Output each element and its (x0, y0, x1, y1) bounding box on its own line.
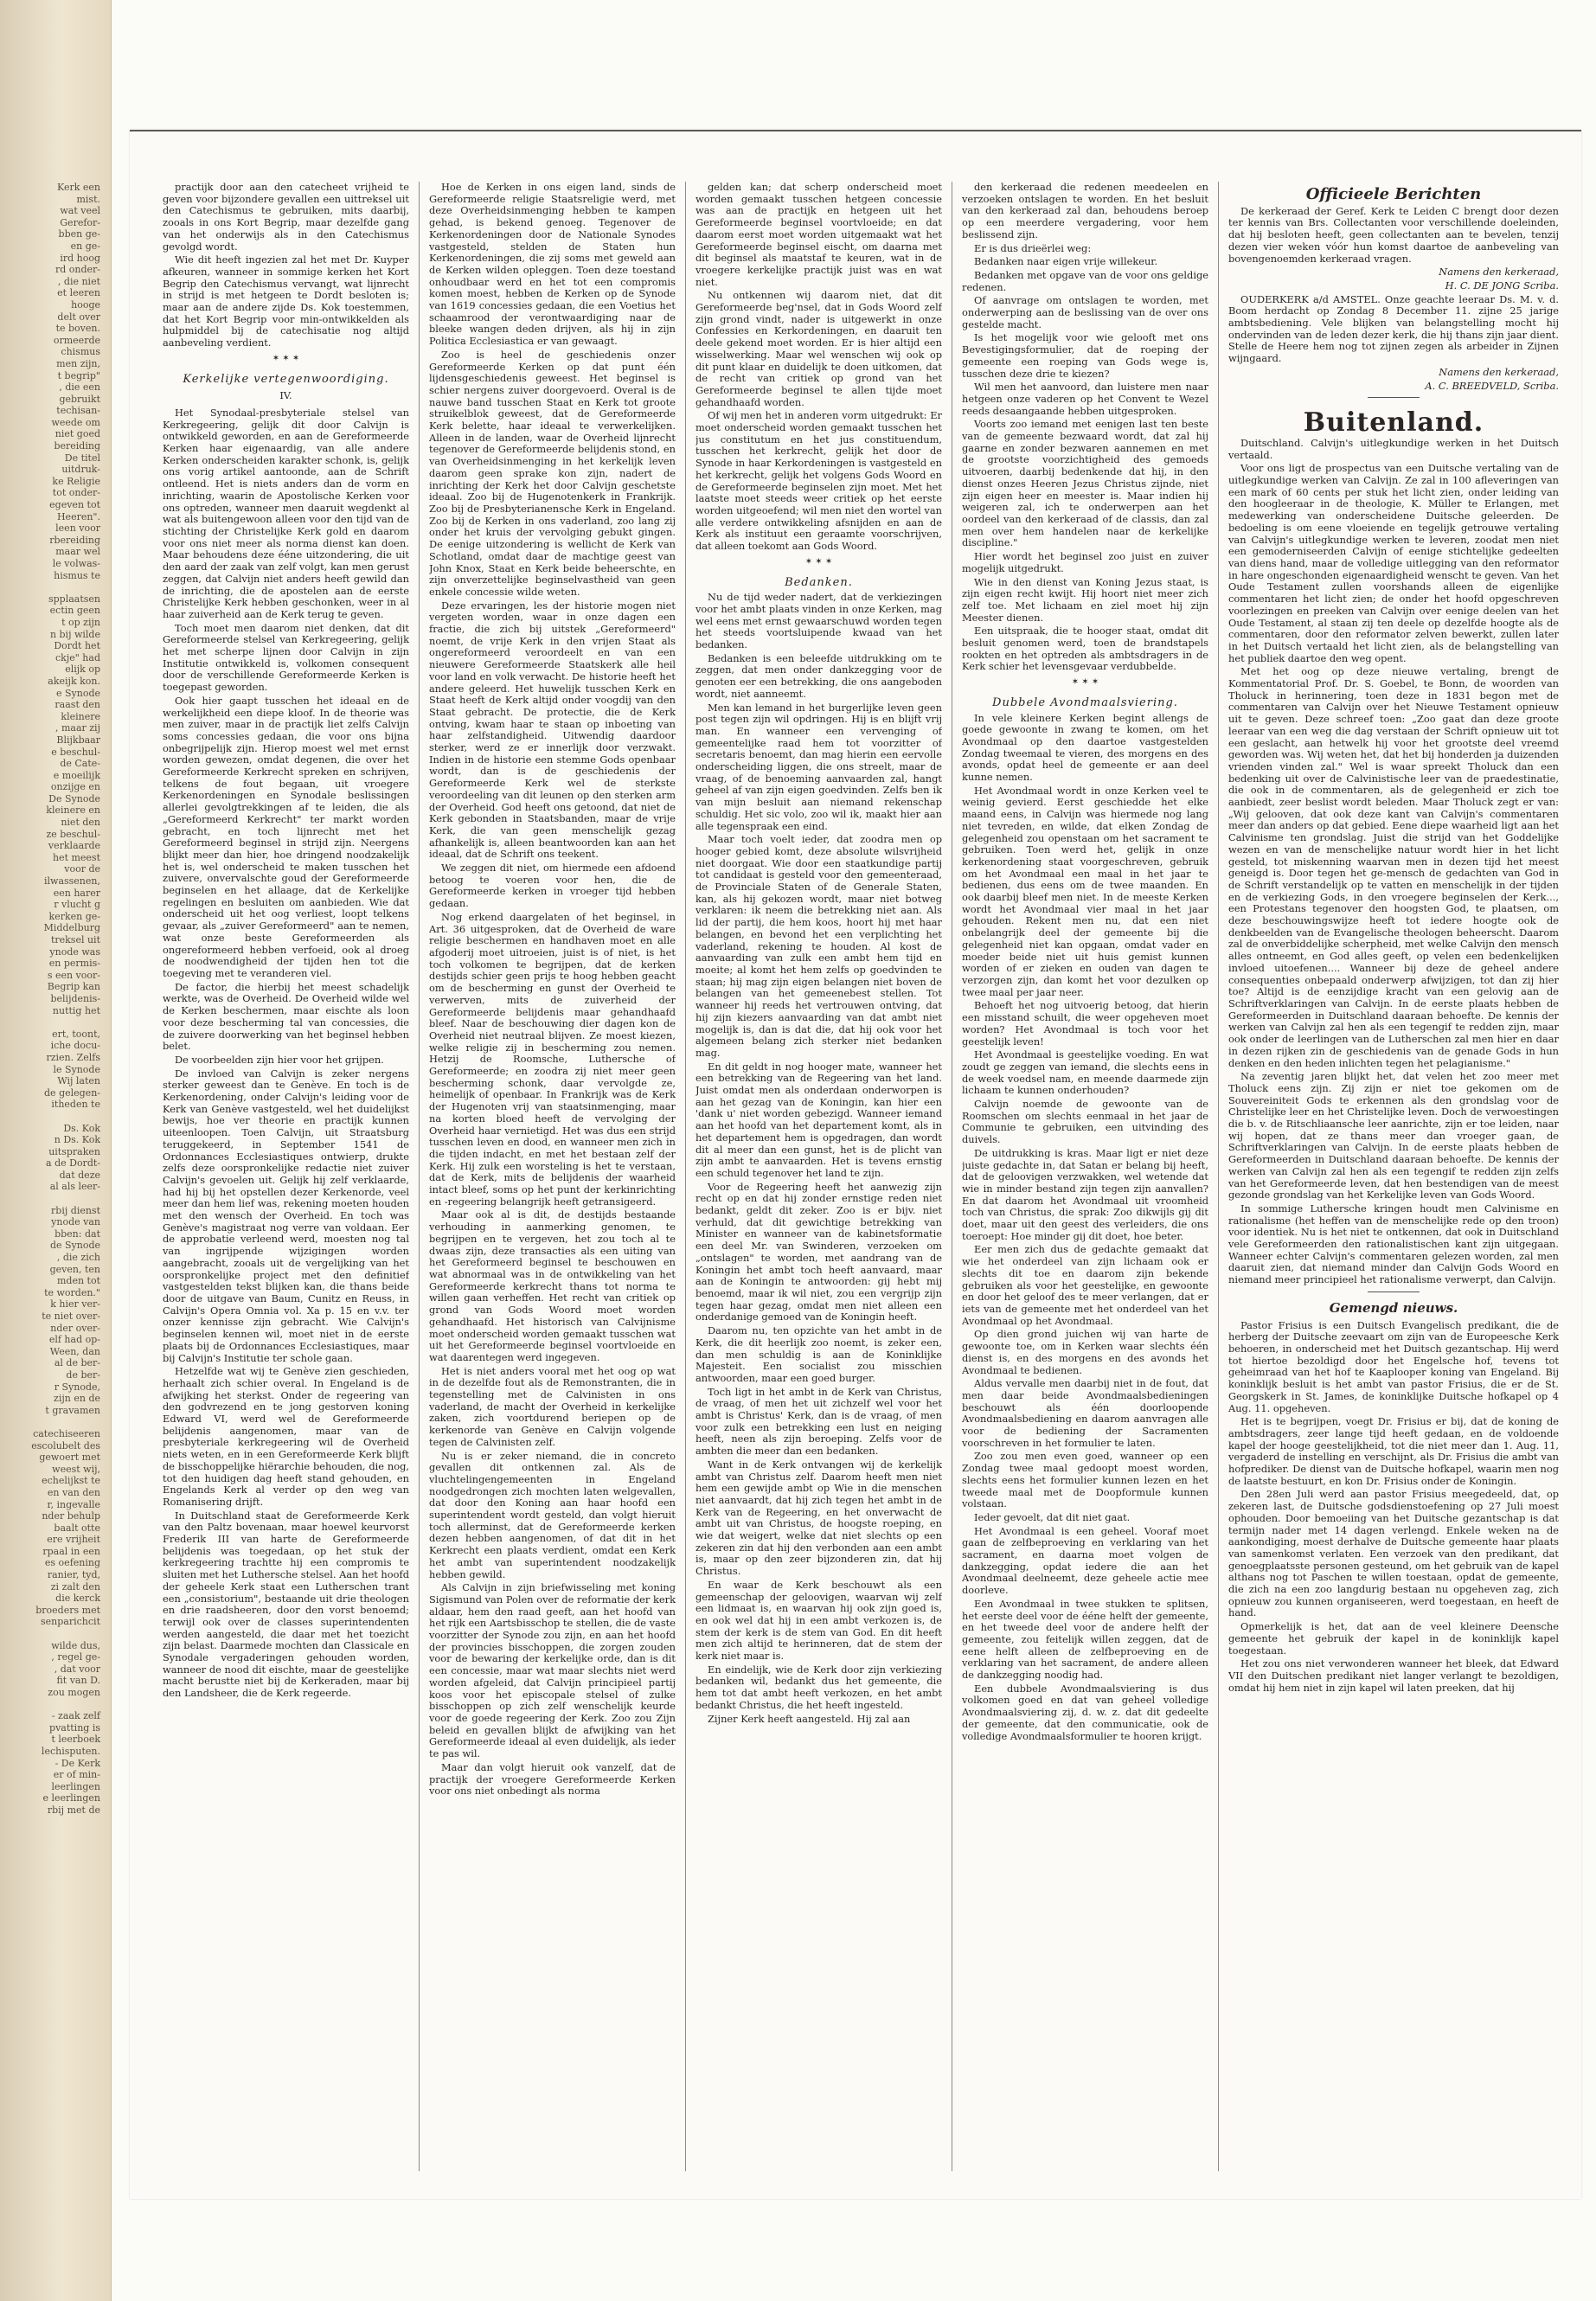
paragraph: Deze ervaringen, les der historie mogen niet vergeten worden, waar in onze dagen een fractie, die zich bij uitstek „Gereformeerd" noemt, de vrije Kerk in den vrijen Staat als ongereformeerd veroordeelt en van een nieuwere Gereformeerde Staatskerk alle heil voor land en volk verwacht. De historie heeft het andere geleerd. Het huwelijk tusschen Kerk en Staat heeft de Kerk altijd onder voogdij van den Staat gebracht. De protectie, die de Kerk ontving, kwam haar te staan op inboeting van haar zelfstandigheid. Uitwendig daardoor sterker, werd ze er innerlijk door verzwakt. Indien in de historie een stemme Gods openbaar wordt, dan is de geschiedenis der Gereformeerde Kerk wel de sterkste veroordeeling van dit leunen op den sterken arm der Overheid. God heeft ons getoond, dat niet de Kerk gebonden in Staatsbanden, maar de vrije Kerk, die van geen menschelijk gezag afhankelijk is, alleen beantwoorden kan aan het ideaal, dat de Schrift ons teekent. (429, 599, 676, 861)
paragraph: De uitdrukking is kras. Maar ligt er niet deze juiste gedachte in, dat Satan er belang bij heeft, dat de geloovigen verzwakken, wel wetende dat wie in minder bestand zijn tegen zijn aanvallen? En dat daarom het Avondmaal uit vroomheid toch van Christus, die sprak: Zoo dikwijls gij dit doet, maar uit den geest des verleiders, die ons toeroept: Hoe minder gij dit doet, hoe beter. (962, 1146, 1208, 1242)
paragraph: Als Calvijn in zijn briefwisseling met koning Sigismund van Polen over de reformatie der kerk aldaar, hem den raad geeft, aan het hoofd van het rijk een Aartsbisschop te stellen, die de vaste voorzitter der Synode zou zijn, en aan het hoofd der provincies bisschoppen, die zorgen zouden voor de bewaring der kerkelijke orde, dan is dit een concessie, maar wat maar slechts niet werd worden afgeleid, dat Calvijn principieel partij koos voor het episcopale stelsel of zulke bisschoppen op zich zelf wenschelijk keurde voor de goede regeering der Kerk. Zoo zou Zijn beleid en gevallen blijkt de afwijking van het Gereformeerde ideaal al even duidelijk, als ieder te pas wil. (429, 1581, 676, 1760)
paragraph: In vele kleinere Kerken begint allengs de goede gewoonte in zwang te komen, om het Avondmaal op den daartoe vastgestelden Zondag tweemaal te vieren, des morgens en des avonds, opdat heel de gemeente er aan deel kunne nemen. (962, 711, 1208, 784)
heading-officieele-berichten: Officieele Berichten (1305, 185, 1482, 203)
paragraph: Opmerkelijk is het, dat aan de veel kleinere Deensche gemeente het gebruik der kapel in de koninklijk kapel toegestaan. (1228, 1620, 1559, 1657)
heading-buitenland: Buitenland. (1303, 407, 1484, 439)
paragraph: Een uitspraak, die te hooger staat, omdat dit besluit genomen werd, toen de brandstapels rookten en het optreden als ambtsdragers in de Kerk schier het levensgevaar verdubbelde. (962, 625, 1208, 673)
paragraph: Zoo is heel de geschiedenis onzer Gereformeerde Kerken op dat punt één lijdensgeschiedenis geweest. Het beginsel is schier nergens zuiver doorgevoerd. Overal is de nauwe band tusschen Staat en Kerk tot groote struikelblok geweest, dat de Gereformeerde Kerk belette, haar ideaal te verwerkelijken. Alleen in de landen, waar de Overheid lijnrecht tegenover de Gereformeerde belijdenis stond, en van Overheidsinmenging in het kerkelijk leven daarom geen sprake kon zijn, nadert de inrichting der Kerk het door Calvijn geschetste ideaal. Zoo bij de Hugenotenkerk in Frankrijk. Zoo bij de Presbyterianensche Kerk in Engeland. Zoo bij de Kerken in ons vaderland, zoo lang zij onder het kruis der vervolging gebukt gingen. De eenige uitzondering is wellicht de Kerk van Schotland, omdat daar de machtige geest van John Knox, Staat en Kerk beide beheerschte, en zijn onverzettelijke beginselvastheid van geen enkele concessie wilde weten. (429, 348, 676, 598)
paragraph: Ieder gevoelt, dat dit niet gaat. (974, 1510, 1131, 1523)
paragraph: Het Avondmaal is geestelijke voeding. En wat zoudt ge zeggen van iemand, die slechts eens in de week voedsel nam, en meende daarmede zijn lichaam te kunnen onderhouden? (962, 1048, 1208, 1097)
paragraph: Zijner Kerk heeft aangesteld. Hij zal aan (708, 1712, 911, 1725)
paragraph: Het is te begrijpen, voegt Dr. Frisius er bij, dat de koning de ambtsdragers, zeer lange tijd heeft gedaan, en de voldoende kapel der hooge geestelijkheid, tot die niet meer dan 1. Aug. 11, vergaderd de instelling en verschijnt, als Dr. Frisius die ambt van hofprediker. De dienst van de Duitsche hofkapel, waarin men nog de laatste bestuurt, en kon Dr. Frisius onder de Koningin. (1228, 1415, 1559, 1487)
paragraph: Wie dit heeft ingezien zal het met Dr. Kuyper afkeuren, wanneer in sommige kerken het Kort Begrip den Catechismus vervangt, wat lijnrecht in strijd is met hetgeen te Dordt besloten is; maar aan de andere zijde Ds. Kok toestemmen, dat het Kort Begrip voor min-ontwikkelden als hulpmiddel bij de catechisatie nog altijd aanbeveling verdient. (163, 253, 409, 349)
paragraph: Want in de Kerk ontvangen wij de kerkelijk ambt van Christus zelf. Daarom heeft men niet hem een gewijde ambt op Wie in die menschen niet aanvaardt, dat hij zich tegen het ambt in de Kerk van de Regeering, en het onverwacht de ambt uit van Christus, de hoogste roeping, en wie dat weigert, welke dat niet slechts op een zekeren zin dat hij den verbonden aan een ambt is, maar op den zeer bijzonderen zin, dat hij Christus. (695, 1458, 942, 1578)
signature-line: H. C. DE JONG Scriba. (1445, 279, 1559, 292)
paragraph: Hier wordt het beginsel zoo juist en zuiver mogelijk uitgedrukt. (962, 550, 1208, 574)
column-4 (962, 182, 1208, 2171)
paragraph: Is het mogelijk voor wie gelooft met ons Bevestigingsformulier, dat de roeping der gemeente een roeping van Gods wege is, tusschen deze drie te kiezen? (962, 331, 1208, 380)
paragraph: Toch ligt in het ambt in de Kerk van Christus, de vraag, of men het uit zichzelf wel voor het ambt is Christus' Kerk, dan is de vraag, of men voor zulk een betrekking een lust en neiging heeft, neen als zijn beroeping. Zelfs voor de ambten die meer dan een bedanken. (695, 1385, 942, 1458)
paragraph: De invloed van Calvijn is zeker nergens sterker geweest dan te Genève. En toch is de Kerkenordening, onder Calvijn's leiding voor de Kerk van Genève vastgesteld, wel het duidelijkst bewijs, hoe ver theorie en practijk kunnen uiteenloopen. Toen Calvijn, uit Straatsburg teruggekeerd, in September 1541 de Ordonnances Ecclesiastiques ontwierp, drukte zelfs deze oorspronkelijke redactie niet zuiver Calvijn's gevoelen uit. Gelijk hij zelf verklaarde, had hij bij het opstellen dezer Kerkenorde, veel meer dan hem lief was, rekening moeten houden met den wensch der Overheid. En toch was Genève's magistraat nog verre van voldaan. Eer de approbatie verleend werd, moesten nog tal van ingrijpende wijzigingen worden aangebracht, zooals uit de vergelijking van het oorspronkelijke project met den definitief vastgestelden tekst blijken kan, die thans beide door de uitgave van Baum, Cunitz en Reuss, in Calvijn's Opera Omnia vol. Xa p. 15 en v.v. ter onzer kennisse zijn gebracht. Wie Calvijn's beginselen kennen wil, moet niet in de eerste plaats bij de Ordonnances Ecclesiastiques, maar bij Calvijn's Institutie ter schole gaan. (163, 1067, 409, 1364)
paragraph: In Duitschland staat de Gereformeerde Kerk van den Paltz bovenaan, maar hoewel keurvorst Frederik III van harte de Gereformeerde belijdenis was toegedaan, op het stuk der kerkregeering trachtte hij een compromis te sluiten met het Luthersche stelsel. Aan het hoofd der geheele Kerk staat een Lutherschen trant een „consistorium", bestaande uit drie theologen en drie raadsheeren, door den vorst benoemd; terwijl ook over de classes superintendenten werden aangesteld, die daar met het toezicht zijn belast. Daarmede mochten dan Classicale en Synodale vergaderingen gehouden worden, wanneer de nood dit eischte, maar de geestelijke macht berustte niet bij de Kerkeraden, maar bij den Landsheer, die de Kerk regeerde. (163, 1509, 409, 1700)
column-rule (1218, 182, 1219, 2171)
paragraph: Het is niet anders vooral met het oog op wat in de dezelfde fout als de Remonstranten, die in tegenstelling met de Calvinisten in ons vaderland, de macht der Overheid in kerkelijke zaken, zich voortdurend beriepen op de kerkenorde van Genève en Calvijn volgende tegen de Calvinisten zelf. (429, 1364, 676, 1448)
paragraph: Hoe de Kerken in ons eigen land, sinds de Gereformeerde religie Staatsreligie werd, met deze Overheidsinmenging hebben te kampen gehad, is bekend genoeg. Tegenover de Kerkenordeningen door de Nationale Synodes vastgesteld, stelden de Staten hun Kerkenordeningen, die zij soms met geweld aan de Kerken wilden opleggen. Toen deze toestand onhoudbaar werd en het tot een compromis komen moest, hebben de Kerken op de Synode van 1619 concessies gedaan, die een Voetius het schaamrood der verontwaardiging naar de bleeke wangen deden drijven, als hij in zijn Politica Ecclesiastica er van gewaagt. (429, 182, 676, 348)
column-rule (685, 182, 686, 2171)
paragraph: Calvijn noemde de gewoonte van de Roomschen om slechts eenmaal in het jaar de Communie te gebruiken, een uitvinding des duivels. (962, 1098, 1208, 1146)
separator-ornament: ✶ ✶ ✶ (1071, 677, 1099, 688)
paragraph: den kerkeraad die redenen meedeelen en verzoeken ontslagen te worden. En het besluit van den kerkeraad zal dan, behoudens beroep op een meerdere vergadering, voor hem beslissend zijn. (962, 182, 1208, 240)
paragraph: practijk door aan den catecheet vrijheid te geven voor bijzondere gevallen een uittreksel uit den Catechismus te gebruiken, mits daarbij, zooals in ons Kort Begrip, maar dezelfde gang van het onderwijs als in den Catechismus gevolgd wordt. (163, 182, 409, 253)
paragraph: Voorts zoo iemand met eenigen last ten beste van de gemeente bezwaard wordt, dat zal hij gaarne en zonder bezwaren aannemen en met de grootste voorzichtigheid des gemoeds uitvoeren, daarbij bedenkende dat hij, in den dienst onzes Heeren Jezus Christus zijnde, niet zijn eigen heer en meester is. Maar indien hij weigeren zal, ich te onderwerpen aan het oordeel van den kerkeraad of de classis, dan zal men over hem handelen naar de kerkelijke discipline." (962, 418, 1208, 549)
paragraph: In sommige Luthersche kringen houdt men Calvinisme en rationalisme (het heffen van de menschelijke rede op den troon) voor identiek. Nu is het niet te ontkennen, dat ook in Duitschland vele Gereformeerden den rationalistischen kant zijn uitgegaan. Wanneer echter Calvijn's commentaren gelezen worden, zal men daaruit zien, dat niemand minder dan Calvijn Gods Woord en niemand meer principieel het rationalisme verwerpt, dan Calvijn. (1228, 1202, 1559, 1286)
separator-ornament: ✶ ✶ ✶ (804, 556, 833, 567)
column-3 (695, 182, 942, 2171)
column-5 (1228, 182, 1559, 2171)
paragraph: Of wij men het in anderen vorm uitgedrukt: Er moet onderscheid worden gemaakt tusschen het jus constitutum en het jus constituendum, tusschen het kerkrecht, gelijk het door de Synode in haar Kerkordeningen is vastgesteld en het kerkrecht, gelijk het volgens Gods Woord en de Gereformeerde beginselen zijn moet. Met het laatste moet steeds weer critiek op het eerste worden uitgeoefend; wil men niet den wortel van alle verdere ontwikkeling afsnijden en aan de Kerk als instituut een geraamte voorschrijven, dat alleen toekomt aan Gods Woord. (695, 409, 942, 553)
section-heading-dubbele-avondmaalsviering: Dubbele Avondmaalsviering. (992, 695, 1178, 709)
paragraph: Wil men het aanvoord, dan luistere men naar hetgeen onze vaderen op het Convent te Wezel reeds desaangaande hebben uitgesproken. (962, 381, 1208, 417)
paragraph: Pastor Frisius is een Duitsch Evangelisch predikant, die de herberg der Duitsche zeevaart om zijn van de Europeesche Kerk behoeren, in onderscheid met het Duitsch gezantschap. Hij werd tot hiertoe bezoldigd door het Engelsche hof, tevens tot geheimraad van het hof te Kaaplooper koning van Engeland. Bij koninklijk besluit is het ambt van pastor Frisius, die er de St. Georgskerk in St. James, de koninklijke Duitsche hofkapel op 4 Aug. 11. opgeheven. (1228, 1318, 1559, 1414)
paragraph: Bedanken naar eigen vrije willekeur. (974, 255, 1158, 268)
paragraph: Met het oog op deze nieuwe vertaling, brengt de Kommentatorial Prof. Dr. S. Goebel, te Bonn, de woorden van Tholuck in herinnering, toen deze in 1831 begon met de commentaren van Calvijn over het Nieuwe Testament opnieuw uit te geven. Deze schreef toen: „Zoo gaat dan deze groote leeraar van een weg die dag verstaan der Schrift opnieuw uit tot een geslacht, aan hetwelk hij voor het grootste deel vreemd geworden was. Wij weten het, dat het bij honderden ja duizenden vrienden vinden zal." Wel is waar spreekt Tholuck dan een bedenking uit over de Calvinistische leer van de praedestinatie, die ook in de commentaren, als de gelegenheid er zich toe aanbiedt, zeer beslist wordt beleden. Maar Tholuck zegt er van: „Wij gelooven, dat ook deze kant van Calvijn's commentaren meer dan anders op dat gebied. Eene diepe waarheid ligt aan het Calvinisme ten grondslag. Juist die strijd van het Goddelijke wezen en van de menschelijke natuur wordt hier in het licht gesteld, tot miskenning waarvan men in dezen tijd het meest geneigd is. Door tegen het ge-mensch de gedachten van God in de Schrift verstandelijk op te vatten en menschelijk in der tijden en de verkiezing Gods, in den vroegere beginselen der Kerk..., een Protestans tegenover den hoogsten God, te plaatsen, om deze beschouwingswijze heeft tot iedere hoogte ook de denkbeelden van de Evangelische theologen beheerscht. Daarom zal de onverbiddelijke scherpheid, met welke Calvijn den mensch alles ontneemt, en God alles geeft, op velen een bedenkelijken invloed uitoefenen.... Wanneer bij deze de geheel andere consequenties onbepaald onderwerp afwijzigen, tot dan zij hier toe? Altijd is de eenzijdige kracht van een gelovig aan de Schriftverklaringen van Calvijn. In de eerste plaats hebben de Gereformeerden in Duitschland daaraan behoefte. De kennis der werken van Calvijn zal hen als een tegengif te redden zijn, maar ook onder de leerlingen van de Lutherschen zal men hier en daar in dezen rijken zin de geschiedenis van de genade Gods in hun denken en den heden inlichten tegen het pelagianisme." (1228, 665, 1559, 1069)
paragraph: Behoeft het nog uitvoerig betoog, dat hierin een misstand schuilt, die weer opgeheven moet worden? Het Avondmaal is toch voor het geestelijk leven! (962, 999, 1208, 1048)
paragraph: Aldus vervalle men daarbij niet in de fout, dat men daar beide Avondmaalsbedieningen beschouwt als één doorloopende Avondmaalsbediening en daarom aanvragen alle voor de bediening der Sacramenten voorschreven in het formulier te laten. (962, 1377, 1208, 1449)
section-number: IV. (279, 389, 292, 402)
column-2 (429, 182, 676, 2171)
paragraph: De voorbeelden zijn hier voor het grijpen. (175, 1053, 384, 1066)
paragraph: Nu ontkennen wij daarom niet, dat dit Gereformeerde beg'nsel, dat in Gods Woord zelf zijn grond vindt, nader is uitgewerkt in onze Confessies en Kerkordeningen, en daaruit ten deele gekend moet worden. Er is hier altijd een wisselwerking. Maar wel wenschen wij ook op dit punt klaar en duidelijk te doen uitkomen, dat de recht van critiek op grond van het Gereformeerde beginsel te allen tijde moet gehandhaafd worden. (695, 289, 942, 408)
paragraph: Den 28en Juli werd aan pastor Frisius meegedeeld, dat, op zekeren last, de Duitsche godsdienstoefening op 27 Juli moest ophouden. Door bemoeiing van het Duitsche gezantschap is dat termijn nader met 14 dagen verlengd. Enkele weken na de aankondiging, moest derhalve de Duitsche gemeente haar plaats van samenkomst verlaten. Een verzoek van den predikant, dat genoegplaatsste personen gesteund, om het gebruik van de kapel althans nog tot Paschen te willen toestaan, opdat de gemeente, die zich na een zoo langdurig bestaan nu opgeheven zag, zich opnieuw zou kunnen organiseeren, werd toegestaan, en heeft de hand. (1228, 1488, 1559, 1619)
paragraph: Ook hier gaapt tusschen het ideaal en de werkelijkheid een diepe kloof. In de theorie was men zuiver, maar in de practijk liet zelfs Calvijn soms concessies gedaan, die voor ons bijna onbegrijpelijk zijn. Hierop moest wel met ernst worden gewezen, omdat degenen, die over het Gereformeerde Kerkrecht spreken en schrijven, telkens de fout begaan, uit vroegere Kerkenordeningen en Synodale beslissingen allerlei gevolgtrekkingen af te leiden, die als „Gereformeerd Kerkrecht" ter markt worden gebracht, en toch lijnrecht met het Gereformeerd beginsel in strijd zijn. Neergens blijkt meer dan hier, hoe dringend noodzakelijk het is, wel onderscheid te maken tusschen het zuivere, onvervalschte goud der Gereformeerde beginselen en het allaage, dat de Kerkelijke regelingen en besluiten om aanbieden. Wie dat onderscheid uit het oog verliest, loopt telkens gevaar, als „zuiver Gereformeerd" aan te nemen, wat onze beste Gereformeerden als ongereformeerd hebben verfoeid, ook al droeg de noodwendigheid der tijden hen tot die toegeving met te veranderen viel. (163, 694, 409, 979)
paragraph: En eindelijk, wie de Kerk door zijn verkiezing bedanken wil, bedankt dus het gemeente, die hem tot dat ambt heeft verkozen, en het ambt bedankt Christus, die het heeft ingesteld. (695, 1663, 942, 1711)
divider (1368, 397, 1420, 398)
left-page-edge (0, 0, 112, 2301)
paragraph: Er is dus drieërlei weg: (974, 241, 1092, 254)
section-heading-kerkelijke-vertegenwoordiging: Kerkelijke vertegenwoordiging. (183, 372, 389, 386)
paragraph: Duitschland. Calvijn's uitlegkundige werken in het Duitsch vertaald. (1228, 436, 1559, 461)
signature-line: Namens den kerkeraad, (1439, 266, 1559, 279)
paragraph: En dit geldt in nog hooger mate, wanneer het een betrekking van de Regeering van het land. Juist omdat men als onderdaan onderworpen is aan het gezag van de Koningin, kan hier een 'dank u' niet worden gebezigd. Wanneer iemand aan het hoofd van het departement komt, als in het departement hem is opgedragen, dan wordt dit al meer dan een gunst, het is de plicht van zijn ambt te aanvaarden. Het is tevens ernstig een schuld tegenover het land te zijn. (695, 1060, 942, 1179)
paragraph: De factor, die hierbij het meest schadelijk werkte, was de Overheid. De Overheid wilde wel de Kerken beschermen, maar eischte als loon voor deze bescherming tal van concessies, die de zuivere doorwerking van het beginsel hebben belet. (163, 980, 409, 1053)
paragraph: Of aanvrage om ontslagen te worden, met onderwerping aan de beslissing van de over ons gestelde macht. (962, 294, 1208, 330)
paragraph: Zoo zou men even goed, wanneer op een Zondag twee maal gedoopt moest worden, slechts eens het formulier kunnen lezen en het tweede maal met de Doopformule kunnen volstaan. (962, 1450, 1208, 1510)
paragraph: Een dubbele Avondmaalsviering is dus volkomen goed en dat van geheel volledige Avondmaalsviering zij, d. w. z. dat dit gedeelte der gemeente, dat den communicatie, ook de volledige Avondmaalsformulier te hooren krijgt. (962, 1682, 1208, 1742)
paragraph: En waar de Kerk beschouwt als een gemeenschap der geloovigen, waarvan wij zelf een lidmaat is, en waarvan hij ook zijn goed is, en ook wel dat hij in een ambt verkozen is, de stem der kerk is de stem van God. En dit heeft men zich altijd te herinneren, dat de stem der kerk niet maar is. (695, 1578, 942, 1663)
paragraph: Wie in den dienst van Koning Jezus staat, is zijn eigen recht kwijt. Hij hoort niet meer zich zelf toe. Met lichaam en ziel moet hij zijn Meester dienen. (962, 575, 1208, 624)
paragraph: Na zeventig jaren blijkt het, dat velen het zoo meer met Tholuck eens zijn. Zij zijn er niet toe gekomen om de Souvereiniteit Gods te erkennen als den grondslag voor de Christelijke leer en het Christelijke leven. Doch de verwoestingen die b. v. de Ritschliaansche leer aanrichte, zijn er toe leiden, naar wij hopen, dat ze thans meer dan vroeger gaan, de Schriftverklaringen van Calvijn. In de eerste plaats hebben de Gereformeerden in Duitschland daaraan behoefte. De kennis der werken van Calvijn zal hen als een tegengif te redden zijn zelfs van het Gereformeerde leven, dat hen bestendigen van de meest gezonde grondslag van het Kerkelijke leven van Gods Woord. (1228, 1070, 1559, 1202)
paragraph: Voor ons ligt de prospectus van een Duitsche vertaling van de uitlegkundige werken van Calvijn. Ze zal in 100 afleveringen van een mark of 60 cents per stuk het licht zien, onder leiding van den hoogleeraar in de theologie, K. Müller te Erlangen, met medewerking van onderscheidene Duitsche geleerden. De bedoeling is om eene vloeiende en tegelijk getrouwe vertaling van Calvijn's uitlegkundige werken te leveren, zoodat men niet een gemoderniseerden Calvijn of eenige stichtelijke gedeelten van diens hand, maar de volledige uitlegging van den reformator in hare ongeschonden eigenaardigheid wenscht te geven. Van het Oude Testament zullen voorshands alleen de eigenlijke commentaren het licht zien; de onder het hoofd opgeschreven voorlezingen en preeken van Calvijn over eenige deelen van het Oude Testament, al staan zij ten deele op dezelfde hoogte als de commentaren, door den reformator zelven bewerkt, zullen later in het Duitsch vertaald het licht zien, als de belangstelling van het publiek daartoe den weg opent. (1228, 462, 1559, 664)
paragraph: Maar dan volgt hieruit ook vanzelf, dat de practijk der vroegere Gereformeerde Kerken voor ons niet onbedingt als norma (429, 1760, 676, 1798)
paragraph: Bedanken is een beleefde uitdrukking om te zeggen, dat men onder dankzegging voor de genoten eer een betrekking, die ons aangeboden wordt, niet aanneemt. (695, 651, 942, 700)
heading-gemengd-nieuws: Gemengd nieuws. (1329, 1299, 1458, 1316)
paragraph: Het zou ons niet verwonderen wanneer het bleek, dat Edward VII den Duitschen predikant niet langer verlangt te bezoldigen, omdat hij hem niet in zijn kapel wil laten preeken, dat hij (1228, 1657, 1559, 1694)
paragraph: Men kan lemand in het burgerlijke leven geen post tegen zijn wil opdringen. Hij is en blijft vrij man. En wanneer een vervenging of gemeentelijke raad hem tot voorzitter of secretaris benoemt, dan mag hierin een eervolle onderscheiding liggen, die ons streelt, maar de vraag, of de benoeming aanvaarden zal, hangt geheel af van zijn eigen goedvinden. Zelfs ben ik van mijn besluit aan niemand rekenschap schuldig. Het sic volo, zoo wil ik, maakt hier aan alle tegenspraak een eind. (695, 701, 942, 832)
column-1 (163, 182, 409, 2171)
paragraph: OUDERKERK a/d AMSTEL. Onze geachte leeraar Ds. M. v. d. Boom herdacht op Zondag 8 December 11. zijne 25 jarige ambtsbediening. Vele blijken van belangstelling mocht hij ondervinden van de leden dezer kerk, die hij thans zijn jaar dient. Stelle de Heere hem nog tot zijnen zegen als arbeider in Zijnen wijngaard. (1228, 292, 1559, 365)
paragraph: Maar toch voelt ieder, dat zoodra men op hooger gebied komt, deze absolute wilsvrijheid niet doorgaat. Wie door een staatkundige partij tot candidaat is gesteld voor den gemeenteraad, de Provinciale Staten of de Generale Staten, kan, als hij gekozen wordt, maar niet botweg verklaren: ik neem die betrekking niet aan. Als lid der partij, die hem koos, hoort hij met haar belangen, en bevond het een verplichting het vaderland, rekening te houden. Al kost de aanvaarding van zulk een ambt hem tijd en moeite; al komt het hem zelfs op goedvinden te staan; hij mag zijn eigen belangen niet boven de belangen van het gemeenebest stellen. Tot wanneer hij reeds het vertrouwen ontving, dat hij zijn kiezers aanvaarding van dat ambt niet mogelijk is, dan is dat die, dat hij ook voor het algemeen belang zich sterker niet bedanken mag. (695, 833, 942, 1059)
paragraph: Nu de tijd weder nadert, dat de verkiezingen voor het ambt plaats vinden in onze Kerken, mag wel eens met ernst gewaarschuwd worden tegen het steeds voortsluipende kwaad van het bedanken. (695, 591, 942, 651)
paragraph: De kerkeraad der Geref. Kerk te Leiden C brengt door dezen ter kennis van Brs. Collectanten voor verschillende doeleinden, dat hij besloten heeft, geen collectanten aan te bevelen, tenzij dezen vier weken vóór hun komst daartoe de aanbeveling van bovengenoemden kerkeraad vragen. (1228, 204, 1559, 265)
paragraph: Hetzelfde wat wij te Genève zien geschieden, herhaalt zich schier overal. In Engeland is de afwijking het sterkst. Onder de regeering van den godvrezend en te jong gestorven koning Edward VI, werd wel de Gereformeerde belijdenis aangenomen, maar van de presbyteriale kerkregeering wil de Overheid niets weten, en in een Gereformeerde Kerk blijft de bisschoppelijke hiërarchie behouden, die nog, tot den huidigen dag heeft stand gehouden, en Engelands Kerk al verder op den weg van Romanisering drijft. (163, 1365, 409, 1508)
signature-line: Namens den kerkeraad, (1439, 365, 1559, 378)
paragraph: Eer men zich dus de gedachte gemaakt dat wie het onderdeel van zijn lichaam ook er slechts dit toe en daarom zijn bekende gebruiken als voor het geestelijke, en gewoonte en door het geloof des te meer verlangen, dat er iets van de gemeente met het onderdeel van het Avondmaal op het Avondmaal. (962, 1243, 1208, 1327)
left-page-text: Kerk een mist. wat veel Gerefor- bben ge- en ge- ird hoog rd onder- , die niet et leeren hooge delt over te boven. ormeerde chismus men zijn, t begrip" , die een gebruikt techisan- weede om niet goed bereiding De titel uitdruk- ke Religie tot onder- egeven tot Heeren". leen voor rbereiding maar wel le volwas- hismus te spplaatsen ectin geen t op zijn n bij wilde Dordt het ckje" had elijk op akeijk kon. e Synode raast den kleinere , maar zij Blijkbaar e beschul- de Cate- e moeilijk onzijge en De Synode kleinere en niet den ze beschul- verklaarde het meest voor de ilwassenen, een harer r vlucht g kerken ge- Middelburg treksel uit ynode was en permis- s een voor- Begrip kan belijdenis- nuttig het ert, toont, iche docu- rzien. Zelfs le Synode Wij laten de gelegen- itheden te Ds. Kok n Ds. Kok uitspraken a de Dordt- dat deze al als leer- rbij dienst ynode van bben: dat de Synode , die zich geven, ten mden tot te worden." k hier ver- te niet over- nder over- elf had op- Ween, dan al de ber- de ber- r Synode, zijn en de t gravamen catechiseeren escolubelt des gewoert met weest wij, echelijkst te en van den r, ingevalle nder behulp baalt otte ere vrijheit rpaal in een es oefening ranier, tyd, zi zalt den die kerck broeders met senparichcit wilde dus, , regel ge- , dat voor fit van D. zou mogen - zaak zelf pvatting is t leerboek lechisputen. - De Kerk er of min- leerlingen e leerlingen rbij met de (31, 182, 100, 1816)
paragraph: Het Avondmaal is een geheel. Vooraf moet gaan de zelfbeproeving en verklaring van het sacrament, en daarna moet volgen de dankzegging, opdat iedere die aan het Avondmaal deelneemt, deze geheele actie mee doorleve. (962, 1524, 1208, 1597)
signature-line: A. C. BREEDVELD, Scriba. (1425, 379, 1559, 392)
paragraph: Nog erkend daargelaten of het beginsel, in Art. 36 uitgesproken, dat de Overheid de ware religie beschermen en handhaven moet en alle afgoderij moet uitroeien, juist is of niet, is het toch volkomen te begrijpen, dat de kerken destijds schier geen prijs te hoog hebben geacht om de bescherming en gunst der Overheid te verwerven, mits de zuiverheid der Gereformeerde belijdenis maar gehandhaafd bleef. Naar de beschouwing dier dagen kon de Overheid niet neutraal blijven. Ze moest kiezen, welke religie zij in bescherming zou nemen. Hetzij de Roomsche, Luthersche of Gereformeerde; en zoodra zij niet meer geen bescherming schonk, daar vervolgde ze, heimelijk of openbaar. In Frankrijk was de Kerk der Hugenoten vrij van staatsinmenging, maar na korten bloed heeft de vervolging der Overheid haar vernietigd. Het was dus een strijd tusschen leven en dood, en wanneer men zich in die tijden indacht, en met het bestaan zelf der Kerk. Hij zulk een worsteling is het te verstaan, dat de Kerk, mits de belijdenis der waarheid intact bleef, soms op het punt der kerkinrichting en -regeering belangrijk heeft getransigeerd. (429, 910, 676, 1208)
paragraph: Toch moet men daarom niet denken, dat dit Gereformeerde stelsel van Kerkregeering, gelijk het met scherpe lijnen door Calvijn in zijn Institutie ontwikkeld is, volkomen consequent door de verschillende Gereformeerde Kerken is toegepast geworden. (163, 621, 409, 694)
paragraph: Bedanken met opgave van de voor ons geldige redenen. (962, 268, 1208, 293)
paragraph: Maar ook al is dit, de destijds bestaande verhouding in aanmerking genomen, te begrijpen en te vergeven, het zou toch al te dwaas zijn, deze transacties als een uiting van het Gereformeerd beginsel te beschouwen en wat abnormaal was in de ontwikkeling van het Gereformeerde kerkrecht thans tot norma te willen gaan verheffen. Het recht van critiek op grond van Gods Woord moet worden gehandhaafd. Het historisch van Calvijnisme moet onderscheid worden gemaakt tusschen wat uit het Gereformeerde beginsel voortvloeide en wat daarentegen werd ingegeven. (429, 1208, 676, 1363)
paragraph: gelden kan; dat scherp onderscheid moet worden gemaakt tusschen hetgeen concessie was aan de practijk en hetgeen uit het Gereformeerde beginsel voortvloeide; en dat daarom eerst moet worden uitgemaakt wat het Gereformeerde beginsel eischt, om daarna met dit beginsel als maatstaf te keuren, wat in de vroegere kerkelijke practijk juist was en wat niet. (695, 182, 942, 288)
paragraph: Op dien grond juichen wij van harte de gewoonte toe, om in Kerken waar slechts één dienst is, en des morgens en des avonds het Avondmaal te bedienen. (962, 1328, 1208, 1376)
paragraph: Nu is er zeker niemand, die in concreto gevallen dit ontkennen zal. Als de vluchtelingengemeenten in Engeland noodgedrongen zich mochten laten welgevallen, dat door den Koning aan haar hoofd een superintendent wordt gesteld, dan volgt hieruit toch allerminst, dat de Gereformeerde kerken dezen hebben aangenomen, of dat dit in het Kerkrecht een plaats verdient, omdat een Kerk het ambt van superintendent noodzakelijk hebben gewild. (429, 1449, 676, 1580)
paragraph: Het Avondmaal wordt in onze Kerken veel te weinig gevierd. Eerst geschiedde het elke maand eens, in Calvijn was hiermede nog lang niet tevreden, en wilde, dat elken Zondag de gelegenheid zou openstaan om het sacrament te gebruiken. Toen werd het, gelijk in onze kerkenordening staat voorgeschreven, gebruik om het Avondmaal een maal in het jaar te bedienen, dus eens om de twee maanden. En ook daarbij bleef men niet. In de meeste Kerken wordt het Avondmaal vier maal in het jaar gehouden. Rekent men nu, dat een niet onbelangrijk deel der gemeente bij die gelegenheid niet kan opgaan, omdat vader en moeder beide niet uit huis gemist kunnen worden of er zieken en ouden van dagen te verzorgen zijn, dan komt het voor dezulken op twee maal per jaar neer. (962, 784, 1208, 998)
separator-ornament: ✶ ✶ ✶ (272, 353, 300, 363)
section-heading-bedanken: Bedanken. (785, 575, 853, 589)
paragraph: Voor de Regeering heeft het aanwezig zijn recht op en dat hij zonder ernstige reden niet bedankt, geldt dit zeker. Zoo is er bijv. niet verhuld, dat dit gewichtige betrekking van Minister en wanneer van de kabinetsformatie een deel Mr. van Swinderen, verzoeken om „ontslagen" te worden, met aandrang van de Koningin het ambt toch heeft aanvaard, maar aan de Koningin te antwoorden: gij hebt mij benoemd, maar ik wil niet, zou een vergrijp zijn tegen haar gezag, omdat men niet alleen een onderdanige gemoed van de Koningin heeft. (695, 1180, 942, 1324)
column-rule (419, 182, 420, 2171)
paragraph: We zeggen dit niet, om hiermede een afdoend betoog te voeren voor hen, die de Gereformeerde kerken in vroeger tijd hebben gedaan. (429, 862, 676, 910)
paragraph: Het Synodaal-presbyteriale stelsel van Kerkregeering, gelijk dit door Calvijn is ontwikkeld geworden, en aan de Gereformeerde Kerken haar eigenaardig, van alle andere Kerken onderscheiden karakter schonk, is, gelijk ons vorig artikel aantoonde, aan de Schrift ontleend. Het is niets anders dan de vorm en inrichting, waarin de Apostolische Kerken voor ons optreden, wanneer men daaruit wegdenkt al wat als buitengewoon alleen voor den tijd van de stichting der Christelijke Kerk gold en daarom voor ons niet meer als norma dienst kan doen. Maar behoudens deze ééne uitzondering, die uit den aard der zaak van zelf volgt, kan men gerust zeggen, dat Calvijn niet anders heeft gewild dan de inrichting, die de apostelen aan de eerste Christelijke Kerk hebben geschonken, weer in al haar zuiverheid aan de Kerk terug te geven. (163, 406, 409, 620)
newspaper-sheet (130, 130, 1581, 2199)
paragraph: Een Avondmaal in twee stukken te splitsen, het eerste deel voor de ééne helft der gemeente, en het tweede deel voor de andere helft der gemeente, zou feitelijk willen zeggen, dat de eene helft alleen de zelfbeproeving en de verklaring van het sacrament, de andere alleen de dankzegging noodig had. (962, 1597, 1208, 1682)
paragraph: Daarom nu, ten opzichte van het ambt in de Kerk, die dit heerlijk zoo noemt, is zeker een, dan men schuldig is aan de Koninklijke Majesteit. Een socialist zou misschien antwoorden, maar een goed burger. (695, 1324, 942, 1384)
